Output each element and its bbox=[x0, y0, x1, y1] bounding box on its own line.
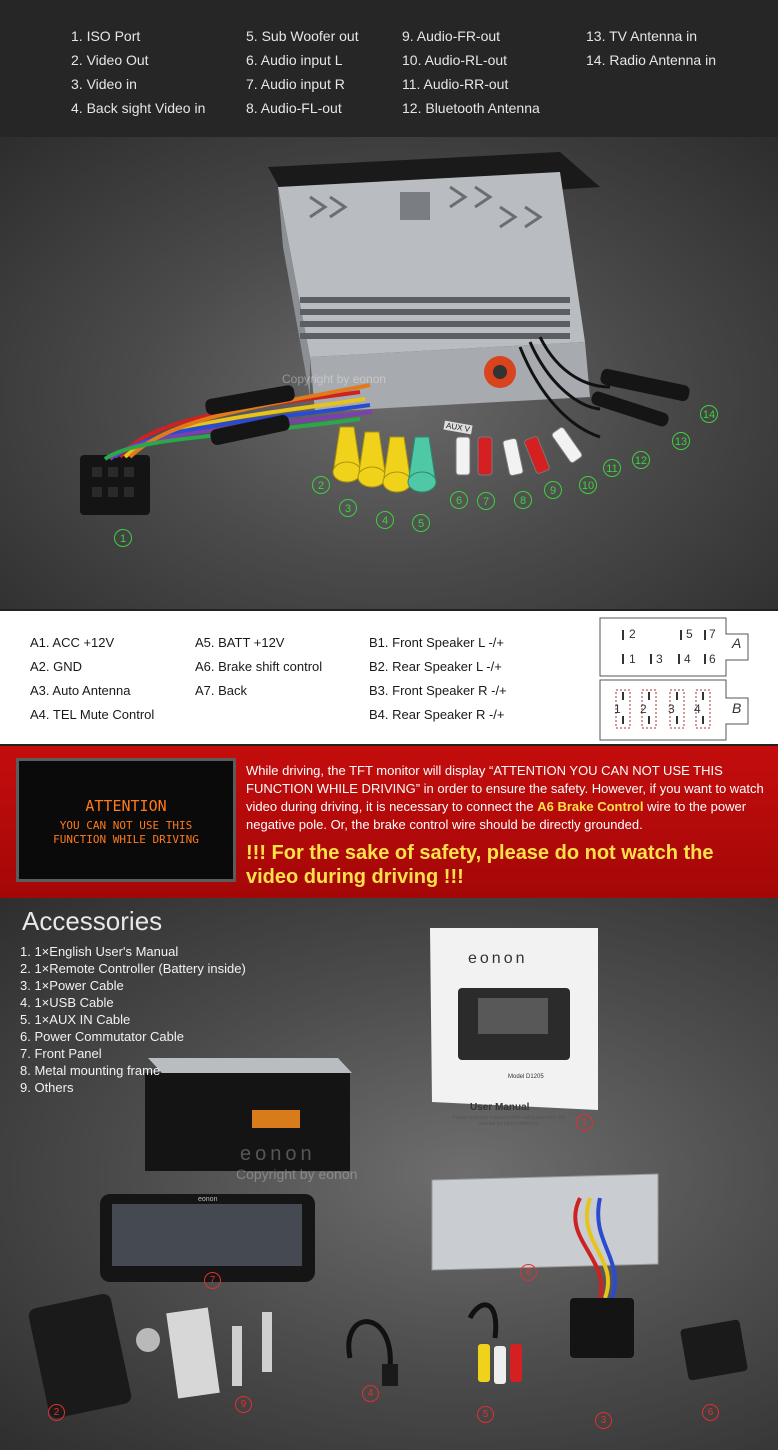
legend-item: 10. Audio-RL-out bbox=[402, 52, 508, 68]
pin-item: A7. Back bbox=[195, 683, 248, 698]
accessories-section bbox=[0, 898, 778, 1450]
legend-item: 9. Audio-FR-out bbox=[402, 28, 501, 44]
accessory-item: 5. 1×AUX IN Cable bbox=[20, 1012, 131, 1027]
accessory-item: 2. 1×Remote Controller (Battery inside) bbox=[20, 961, 246, 976]
legend-item: 1. ISO Port bbox=[71, 28, 141, 44]
accessory-item: 7. Front Panel bbox=[20, 1046, 102, 1061]
pin-number: 2 bbox=[629, 627, 636, 641]
pin-item: A5. BATT +12V bbox=[195, 635, 285, 650]
tft-warning-screen bbox=[16, 758, 236, 882]
screen-title: ATTENTION bbox=[85, 797, 167, 815]
manual-brand: eonon bbox=[468, 950, 528, 967]
accessory-item: 4. 1×USB Cable bbox=[20, 995, 114, 1010]
brand-watermark: eonon bbox=[240, 1143, 316, 1165]
manual-model: Model D1205 bbox=[508, 1074, 544, 1080]
safety-line: !!! For the sake of safety, please do not watch the bbox=[246, 842, 714, 864]
callout-2: 2 bbox=[312, 476, 330, 494]
legend-item: 5. Sub Woofer out bbox=[246, 28, 359, 44]
callout-6: 6 bbox=[450, 491, 468, 509]
accessory-item: 3. 1×Power Cable bbox=[20, 978, 124, 993]
accessory-item: 1. 1×English User's Manual bbox=[20, 944, 179, 959]
accessory-callout: 9 bbox=[235, 1396, 252, 1413]
legend-item: 7. Audio input R bbox=[246, 76, 345, 92]
callout-13: 13 bbox=[672, 432, 690, 450]
pin-item: A6. Brake shift control bbox=[195, 659, 323, 674]
connector-a-label: A bbox=[732, 635, 742, 651]
pin-number: 3 bbox=[668, 702, 675, 716]
callout-1: 1 bbox=[114, 529, 132, 547]
pin-item: B4. Rear Speaker R -/+ bbox=[369, 707, 505, 722]
brake-control-highlight: A6 Brake Control bbox=[537, 799, 644, 814]
accessory-callout: 4 bbox=[362, 1385, 379, 1402]
accessory-item: 6. Power Commutator Cable bbox=[20, 1029, 185, 1044]
callout-10: 10 bbox=[579, 476, 597, 494]
accessories-title: Accessories bbox=[22, 906, 163, 936]
accessory-callout: 5 bbox=[477, 1406, 494, 1423]
pin-item: A3. Auto Antenna bbox=[30, 683, 131, 698]
iso-connector-diagram bbox=[598, 616, 760, 742]
pin-item: A4. TEL Mute Control bbox=[30, 707, 155, 722]
legend-item: 6. Audio input L bbox=[246, 52, 343, 68]
pin-number: 1 bbox=[614, 702, 621, 716]
safety-line: video during driving !!! bbox=[246, 866, 464, 888]
copyright-watermark: Copyright by eonon bbox=[282, 372, 387, 386]
pin-number: 4 bbox=[694, 702, 701, 716]
callout-7: 7 bbox=[477, 492, 495, 510]
screen-line: FUNCTION WHILE DRIVING bbox=[53, 833, 199, 846]
legend-item: 13. TV Antenna in bbox=[586, 28, 698, 44]
callout-11: 11 bbox=[603, 459, 621, 477]
manual-subtitle: Please read this manual before using and save this manual for future reference bbox=[452, 1115, 566, 1127]
pin-number: 5 bbox=[686, 627, 693, 641]
iso-pin-table bbox=[0, 609, 778, 746]
port-legend bbox=[0, 0, 778, 137]
cable-tag: AUX V bbox=[445, 420, 471, 435]
pin-number: 6 bbox=[709, 652, 716, 666]
legend-item: 4. Back sight Video in bbox=[71, 100, 206, 116]
callout-5: 5 bbox=[412, 514, 430, 532]
callout-8: 8 bbox=[514, 491, 532, 509]
connector-b-label: B bbox=[732, 700, 742, 716]
pin-number: 1 bbox=[629, 652, 636, 666]
accessory-callout: 3 bbox=[595, 1412, 612, 1429]
warning-description bbox=[246, 762, 766, 834]
manual-title: User Manual bbox=[470, 1102, 530, 1113]
pin-number: 4 bbox=[684, 652, 691, 666]
pin-number: 7 bbox=[709, 627, 716, 641]
pin-item: B2. Rear Speaker L -/+ bbox=[369, 659, 502, 674]
legend-item: 14. Radio Antenna in bbox=[586, 52, 716, 68]
pin-item: A2. GND bbox=[30, 659, 83, 674]
accessory-item: 8. Metal mounting frame bbox=[20, 1063, 161, 1078]
callout-4: 4 bbox=[376, 511, 394, 529]
pin-item: B3. Front Speaker R -/+ bbox=[369, 683, 507, 698]
warning-text: While driving, the TFT monitor will display “ATTENTION YOU CAN NOT USE THIS FUNCTION WHILE DRIVING” in order to ensure the safety. However, if you want to watch video during driving, it is necessary to connect the bbox=[246, 763, 764, 814]
accessory-item: 9. Others bbox=[20, 1080, 74, 1095]
screen-line: YOU CAN NOT USE THIS bbox=[59, 819, 193, 832]
legend-item: 2. Video Out bbox=[71, 52, 149, 68]
warning-text: wire to the power negative pole. Or, the brake control wire should be directly grounded. bbox=[246, 799, 747, 832]
accessory-callout: 7 bbox=[204, 1272, 221, 1289]
accessory-callout: 6 bbox=[702, 1404, 719, 1421]
safety-notice bbox=[246, 841, 776, 889]
callout-9: 9 bbox=[544, 481, 562, 499]
accessory-callout: 1 bbox=[576, 1114, 593, 1131]
driving-warning-panel bbox=[0, 746, 778, 898]
rear-connector-photo bbox=[0, 137, 778, 609]
accessory-callout: 8 bbox=[520, 1264, 537, 1281]
legend-item: 11. Audio-RR-out bbox=[402, 76, 509, 92]
pin-item: B1. Front Speaker L -/+ bbox=[369, 635, 505, 650]
panel-brand: eonon bbox=[198, 1196, 218, 1203]
accessory-callout: 2 bbox=[48, 1404, 65, 1421]
callout-3: 3 bbox=[339, 499, 357, 517]
legend-item: 8. Audio-FL-out bbox=[246, 100, 342, 116]
legend-item: 12. Bluetooth Antenna bbox=[402, 100, 540, 116]
legend-item: 3. Video in bbox=[71, 76, 137, 92]
callout-14: 14 bbox=[700, 405, 718, 423]
copyright-watermark: Copyright by eonon bbox=[236, 1166, 358, 1182]
pin-number: 3 bbox=[656, 652, 663, 666]
callout-12: 12 bbox=[632, 451, 650, 469]
pin-item: A1. ACC +12V bbox=[30, 635, 115, 650]
pin-number: 2 bbox=[640, 702, 647, 716]
